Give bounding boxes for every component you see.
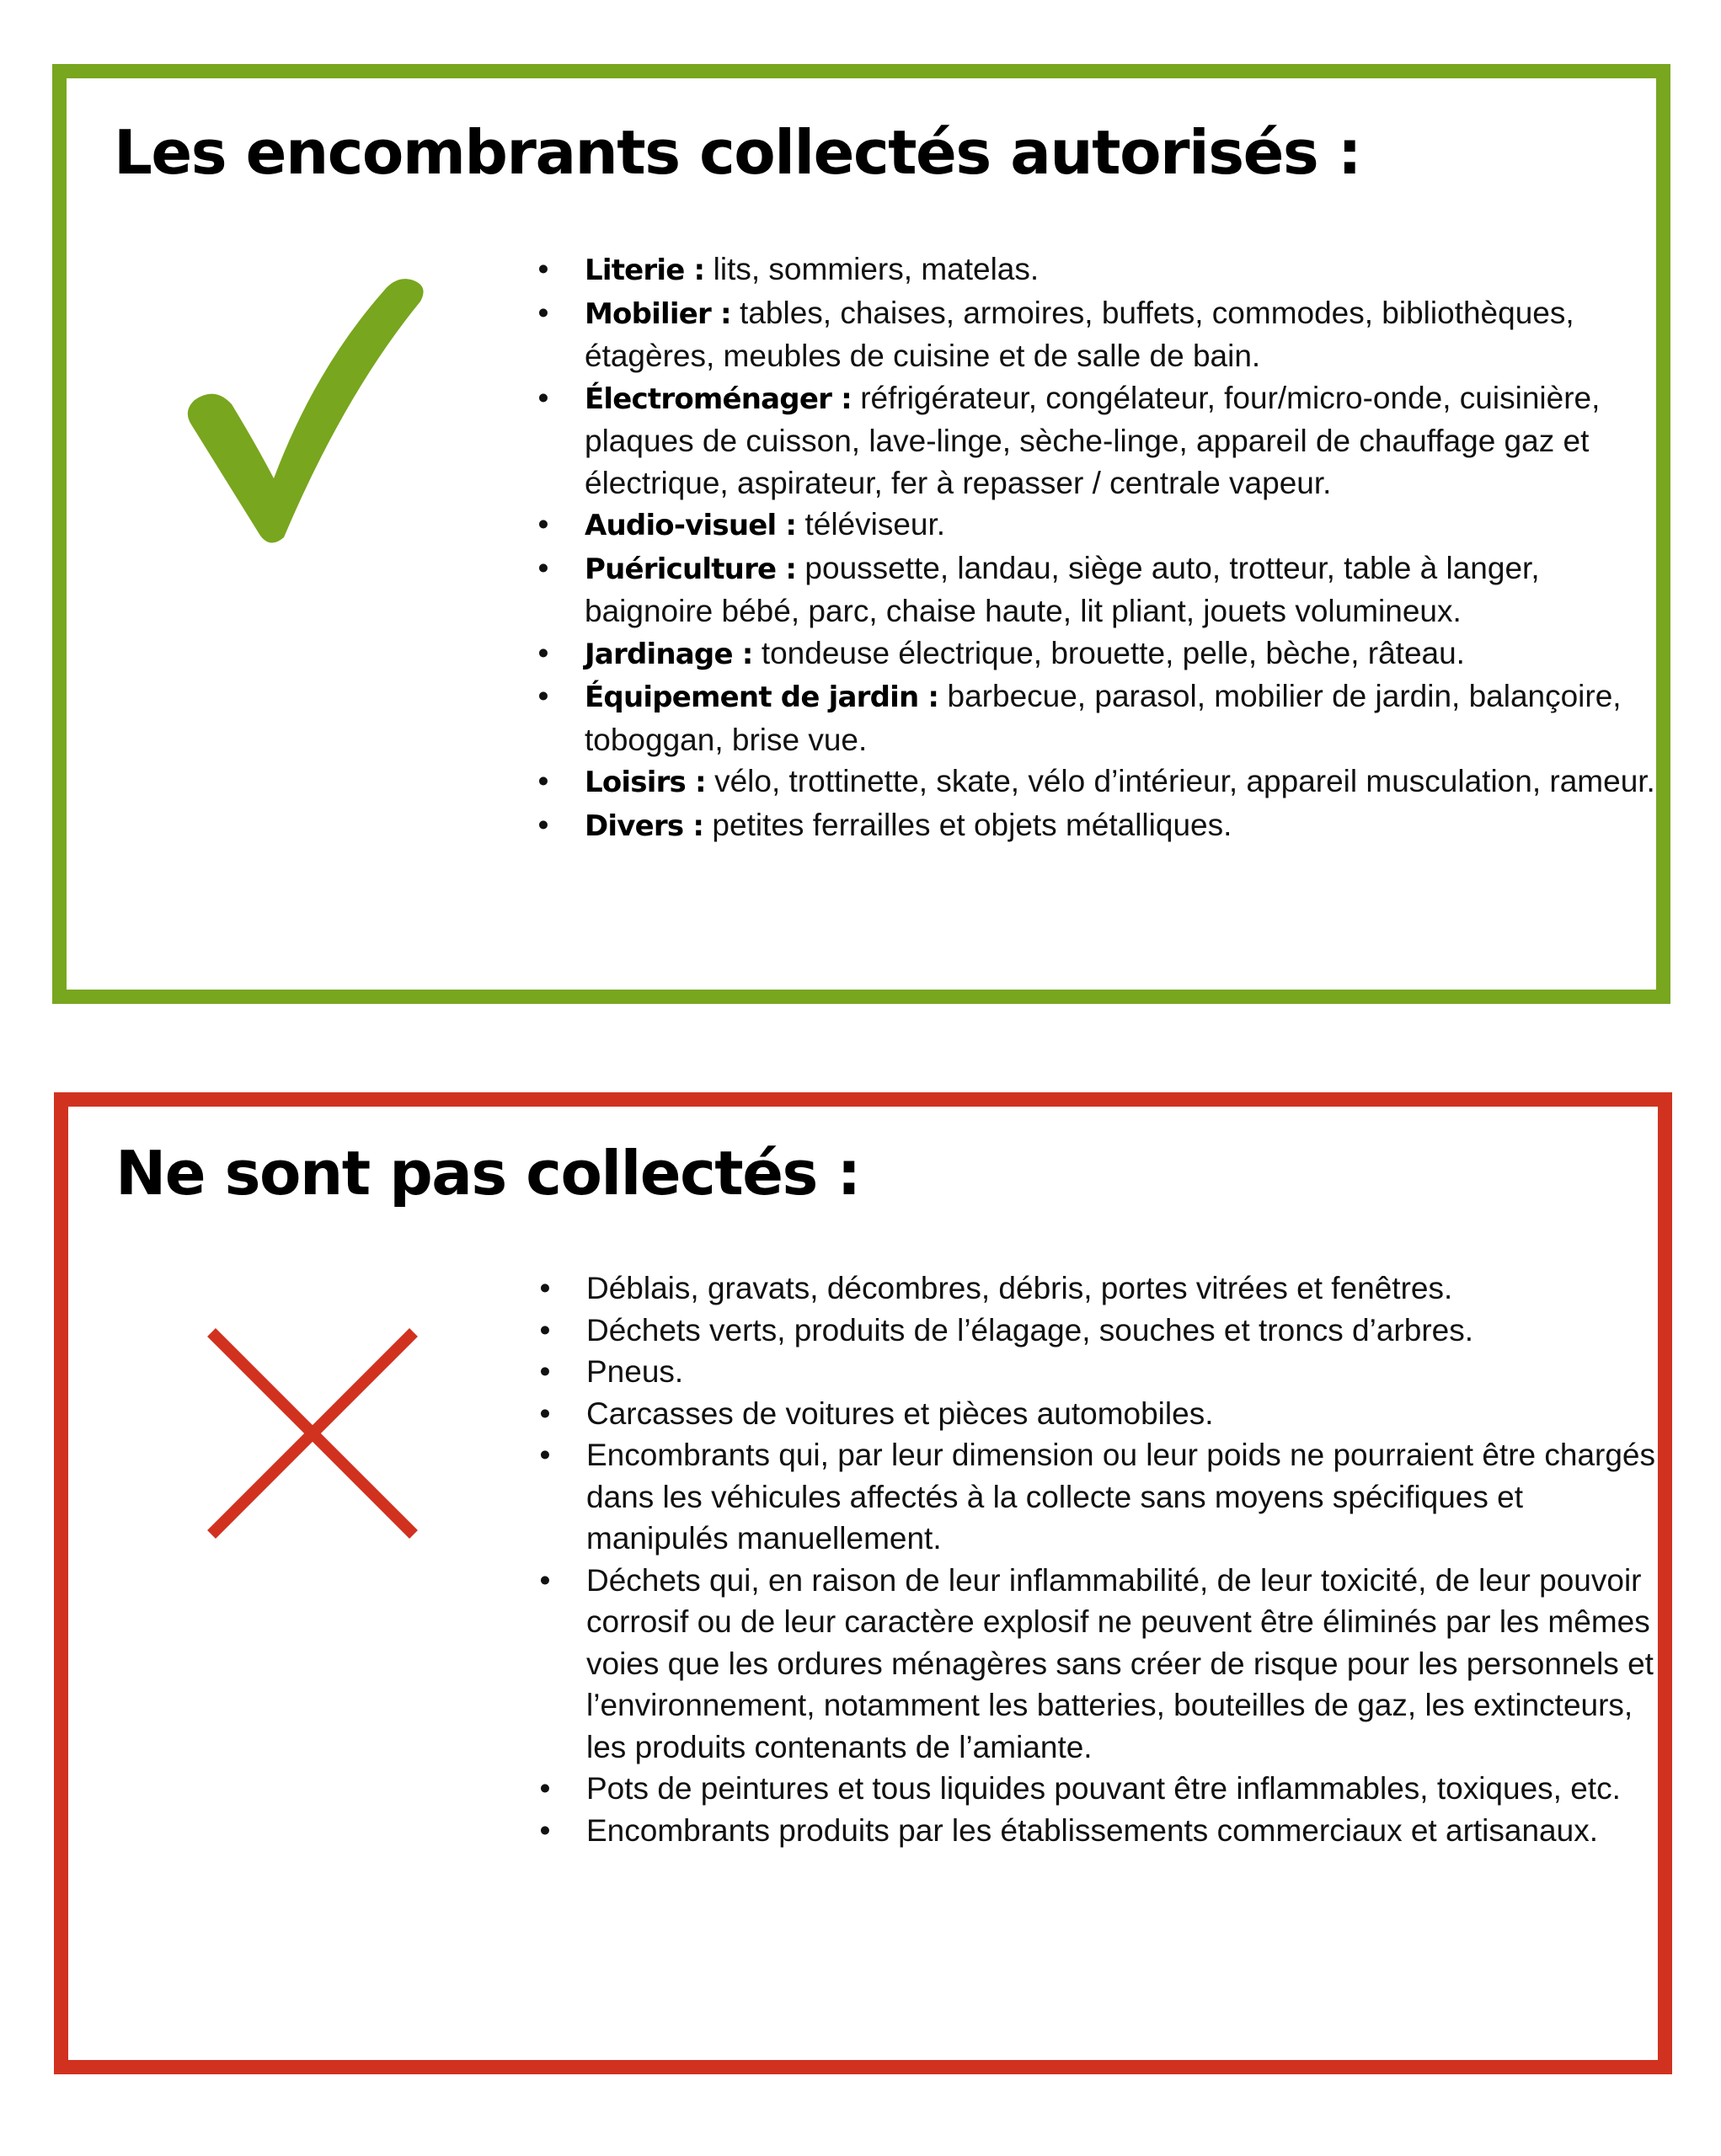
item-description: Déchets verts, produits de l’élagage, souches et troncs d’arbres.: [586, 1312, 1474, 1348]
item-description: barbecue, parasol, mobilier de jardin, balançoire, toboggan, brise vue.: [585, 679, 1622, 757]
allowed-list-item: [531, 248, 1660, 292]
refused-list-item: [532, 1310, 1661, 1352]
item-category-label: Mobilier :: [585, 296, 731, 331]
bullet-icon: •: [539, 1271, 551, 1305]
item-description: téléviseur.: [796, 507, 946, 542]
item-category-label: Puériculture :: [585, 552, 797, 586]
bullet-icon: •: [539, 1562, 551, 1598]
item-category-label: Loisirs :: [585, 766, 706, 799]
allowed-items-list: [531, 248, 1660, 847]
item-description: Déblais, gravats, décombres, débris, portes vitrées et fenêtres.: [586, 1271, 1453, 1305]
allowed-list-item: [531, 632, 1660, 676]
allowed-list-item: [531, 760, 1660, 804]
item-description: Encombrants qui, par leur dimension ou leur poids ne pourraient être chargés dans les véhicules affectés à la collecte sans moyens spécifiques et manipulés manuellement.: [586, 1438, 1656, 1556]
refused-items-list: [532, 1267, 1661, 1851]
allowed-list-item: [531, 504, 1660, 547]
item-description: Carcasses de voitures et pièces automobiles.: [586, 1396, 1214, 1431]
item-description: lits, sommiers, matelas.: [704, 252, 1040, 286]
refused-list-item: [532, 1560, 1661, 1769]
refused-list-item: [532, 1393, 1661, 1435]
item-description: poussette, landau, siège auto, trotteur, table à langer, baignoire bébé, parc, chaise haute, lit pliant, jouets volumineux.: [585, 550, 1540, 628]
item-description: Déchets qui, en raison de leur inflammabilité, de leur toxicité, de leur pouvoir corrosif ou de leur caractère explosif ne peuvent être éliminés par les mêmes voies que les ordures ménagères sans créer de risque pour les personnels et l’environnement, notamment les batteries, bouteilles de gaz, les extincteurs, les produits contenants de l’amiante.: [586, 1562, 1654, 1764]
item-description: réfrigérateur, congélateur, four/micro-onde, cuisinière, plaques de cuisson, lave-linge, sèche-linge, appareil de chauffage gaz et électrique, aspirateur, fer à repasser / centrale vapeur.: [585, 380, 1601, 500]
refused-items-panel: [54, 1092, 1672, 2074]
refused-list-item: [532, 1351, 1661, 1393]
item-category-label: Literie :: [585, 253, 705, 287]
refused-list-item: [532, 1810, 1661, 1852]
bullet-icon: •: [539, 1354, 551, 1389]
bullet-icon: •: [539, 1771, 551, 1806]
refused-list-item: [532, 1768, 1661, 1810]
checkmark-icon: [176, 268, 429, 546]
item-description: petites ferrailles et objets métalliques.: [703, 807, 1232, 842]
refused-title: Ne sont pas collectés :: [115, 1138, 860, 1209]
item-category-label: Audio-visuel :: [585, 509, 797, 542]
item-category-label: Divers :: [585, 808, 704, 843]
bullet-icon: •: [539, 1812, 551, 1848]
item-description: Pots de peintures et tous liquides pouvant être inflammables, toxiques, etc.: [586, 1771, 1621, 1806]
bullet-icon: •: [537, 635, 549, 670]
item-description: Pneus.: [586, 1354, 684, 1389]
refused-list-item: [532, 1434, 1661, 1560]
allowed-list-item: [531, 804, 1660, 848]
bullet-icon: •: [537, 380, 549, 415]
allowed-list-item: [531, 292, 1660, 377]
bullet-icon: •: [539, 1312, 551, 1348]
allowed-items-panel: [52, 64, 1670, 1004]
allowed-list-item: [531, 377, 1660, 504]
bullet-icon: •: [537, 679, 549, 713]
bullet-icon: •: [539, 1396, 551, 1431]
item-description: tondeuse électrique, brouette, pelle, bèche, râteau.: [752, 635, 1465, 670]
refused-list-item: [532, 1267, 1661, 1310]
item-category-label: Électroménager :: [585, 382, 852, 416]
bullet-icon: •: [537, 252, 549, 286]
item-description: tables, chaises, armoires, buffets, commodes, bibliothèques, étagères, meubles de cuisine et de salle de bain.: [585, 295, 1574, 373]
bullet-icon: •: [537, 807, 549, 842]
item-description: Encombrants produits par les établissements commerciaux et artisanaux.: [586, 1812, 1598, 1848]
allowed-list-item: [531, 675, 1660, 760]
bullet-icon: •: [537, 550, 549, 585]
bullet-icon: •: [537, 764, 549, 798]
item-description: vélo, trottinette, skate, vélo d’intérieur, appareil musculation, rameur.: [705, 764, 1655, 798]
allowed-title: Les encombrants collectés autorisés :: [114, 117, 1361, 188]
bullet-icon: •: [537, 295, 549, 330]
bullet-icon: •: [539, 1438, 551, 1472]
bullet-icon: •: [537, 507, 549, 542]
allowed-list-item: [531, 547, 1660, 632]
cross-icon: [207, 1328, 418, 1539]
item-category-label: Jardinage :: [585, 637, 753, 671]
item-category-label: Équipement de jardin :: [585, 680, 939, 714]
